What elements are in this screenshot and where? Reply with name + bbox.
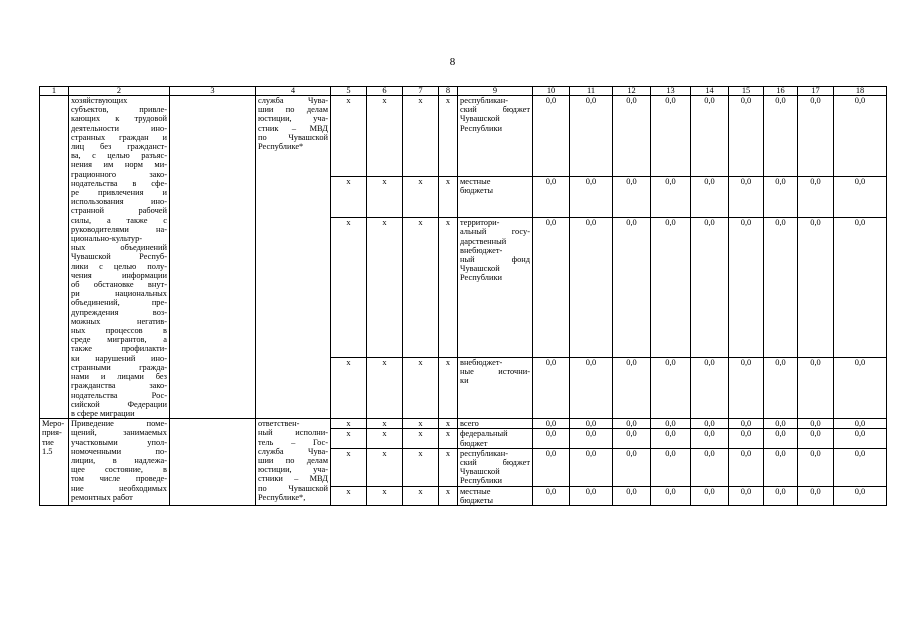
code-cell: x (367, 429, 403, 448)
funding-source: территори- альный госу- дарственный внебюджет- ный фонд Чувашской Республики (458, 218, 533, 358)
page-number: 8 (449, 56, 456, 68)
value-cell: 0,0 (798, 357, 834, 418)
code-cell: x (439, 486, 458, 505)
value-cell: 0,0 (764, 486, 798, 505)
header-col-11: 11 (570, 87, 613, 96)
value-cell: 0,0 (834, 176, 887, 217)
value-cell: 0,0 (729, 357, 764, 418)
code-cell: x (403, 357, 439, 418)
value-cell: 0,0 (729, 429, 764, 448)
value-cell: 0,0 (533, 96, 570, 177)
header-col-8: 8 (439, 87, 458, 96)
value-cell: 0,0 (691, 96, 729, 177)
code-cell: x (403, 176, 439, 217)
value-cell: 0,0 (651, 176, 691, 217)
value-cell: 0,0 (570, 486, 613, 505)
header-col-16: 16 (764, 87, 798, 96)
header-col-15: 15 (729, 87, 764, 96)
value-cell: 0,0 (798, 176, 834, 217)
value-cell: 0,0 (729, 486, 764, 505)
value-cell: 0,0 (613, 419, 651, 429)
value-cell: 0,0 (570, 96, 613, 177)
value-cell: 0,0 (764, 96, 798, 177)
value-cell: 0,0 (570, 218, 613, 358)
code-cell: x (367, 486, 403, 505)
value-cell: 0,0 (613, 218, 651, 358)
value-cell: 0,0 (533, 218, 570, 358)
value-cell: 0,0 (691, 218, 729, 358)
code-cell: x (331, 486, 367, 505)
code-cell: x (331, 96, 367, 177)
value-cell: 0,0 (613, 486, 651, 505)
value-cell: 0,0 (691, 486, 729, 505)
value-cell: 0,0 (533, 176, 570, 217)
value-cell: 0,0 (570, 357, 613, 418)
code-cell: x (439, 96, 458, 177)
header-col-7: 7 (403, 87, 439, 96)
header-col-3: 3 (170, 87, 256, 96)
header-col-9: 9 (458, 87, 533, 96)
header-col-2: 2 (69, 87, 170, 96)
header-col-14: 14 (691, 87, 729, 96)
code-cell: x (403, 96, 439, 177)
code-cell: x (403, 429, 439, 448)
value-cell: 0,0 (613, 176, 651, 217)
code-cell: x (403, 448, 439, 486)
value-cell: 0,0 (834, 357, 887, 418)
value-cell: 0,0 (798, 419, 834, 429)
value-cell: 0,0 (798, 448, 834, 486)
header-col-12: 12 (613, 87, 651, 96)
funding-source: всего (458, 419, 533, 429)
code-cell: x (439, 218, 458, 358)
value-cell: 0,0 (798, 96, 834, 177)
value-cell: 0,0 (691, 357, 729, 418)
value-cell: 0,0 (533, 429, 570, 448)
block1-col3 (170, 96, 256, 419)
value-cell: 0,0 (834, 448, 887, 486)
code-cell: x (403, 419, 439, 429)
value-cell: 0,0 (729, 419, 764, 429)
value-cell: 0,0 (834, 419, 887, 429)
code-cell: x (331, 218, 367, 358)
value-cell: 0,0 (834, 218, 887, 358)
code-cell: x (331, 429, 367, 448)
code-cell: x (331, 419, 367, 429)
funding-source: республикан- ский бюджет Чувашской Республики (458, 448, 533, 486)
value-cell: 0,0 (651, 357, 691, 418)
header-col-5: 5 (331, 87, 367, 96)
value-cell: 0,0 (651, 218, 691, 358)
block1-row (40, 96, 887, 177)
header-row (40, 87, 887, 96)
value-cell: 0,0 (798, 486, 834, 505)
header-col-17: 17 (798, 87, 834, 96)
value-cell: 0,0 (533, 448, 570, 486)
block2-col1: Меро- прия- тие 1.5 (40, 419, 69, 506)
header-col-18: 18 (834, 87, 887, 96)
value-cell: 0,0 (651, 448, 691, 486)
value-cell: 0,0 (651, 419, 691, 429)
value-cell: 0,0 (834, 429, 887, 448)
block2-description: Приведение поме- щений, занимаемых участковыми упол- номоченными по- лиции, в надлежа- щее состояние, в том числе проведе- ние необходимых ремонтных работ (69, 419, 170, 506)
value-cell: 0,0 (613, 357, 651, 418)
code-cell: x (367, 96, 403, 177)
value-cell: 0,0 (570, 429, 613, 448)
value-cell: 0,0 (570, 448, 613, 486)
value-cell: 0,0 (533, 357, 570, 418)
value-cell: 0,0 (729, 96, 764, 177)
value-cell: 0,0 (798, 218, 834, 358)
header-col-13: 13 (651, 87, 691, 96)
value-cell: 0,0 (764, 357, 798, 418)
value-cell: 0,0 (691, 448, 729, 486)
value-cell: 0,0 (533, 419, 570, 429)
header-col-1: 1 (40, 87, 69, 96)
value-cell: 0,0 (729, 448, 764, 486)
block2-executor: ответствен- ный исполни- тель – Гос- служба Чува- шии по делам юстиции, уча- стники – МВД по Чувашской Республике*, (256, 419, 331, 506)
funding-source: внебюджет- ные источни- ки (458, 357, 533, 418)
value-cell: 0,0 (613, 429, 651, 448)
value-cell: 0,0 (570, 176, 613, 217)
value-cell: 0,0 (729, 176, 764, 217)
program-table (39, 86, 887, 506)
code-cell: x (331, 448, 367, 486)
value-cell: 0,0 (764, 176, 798, 217)
value-cell: 0,0 (651, 429, 691, 448)
block1-description: хозяйствующих субъектов, привле- кающих к трудовой деятельности ино- странных граждан и лиц без гражданст- ва, с целью разъяс- нения им норм ми- грационного зако- нодательства в сфе- ре привлечения и использования ино- странной рабочей силы, а также с руководителями на- ционально-культур- ных объединений Чувашской Респуб- лики с целью полу- чения информации об обстановке внут- ри национальных объединений, пре- дупреждения воз- можных негатив- ных процессов в среде мигрантов, а также профилакти- ки нарушений ино- странными гражда- нами и лицами без гражданства зако- нодательства Рос- сийской Федерации в сфере миграции (69, 96, 170, 419)
code-cell: x (367, 419, 403, 429)
value-cell: 0,0 (613, 448, 651, 486)
value-cell: 0,0 (570, 419, 613, 429)
code-cell: x (367, 357, 403, 418)
value-cell: 0,0 (764, 448, 798, 486)
value-cell: 0,0 (691, 176, 729, 217)
value-cell: 0,0 (651, 486, 691, 505)
value-cell: 0,0 (533, 486, 570, 505)
header-col-10: 10 (533, 87, 570, 96)
value-cell: 0,0 (798, 429, 834, 448)
value-cell: 0,0 (651, 96, 691, 177)
header-col-4: 4 (256, 87, 331, 96)
block1-col1 (40, 96, 69, 419)
funding-source: местные бюджеты (458, 176, 533, 217)
value-cell: 0,0 (613, 96, 651, 177)
code-cell: x (439, 419, 458, 429)
code-cell: x (439, 429, 458, 448)
code-cell: x (439, 357, 458, 418)
block2-row (40, 419, 887, 429)
header-col-6: 6 (367, 87, 403, 96)
value-cell: 0,0 (764, 218, 798, 358)
code-cell: x (403, 486, 439, 505)
value-cell: 0,0 (834, 486, 887, 505)
code-cell: x (367, 218, 403, 358)
code-cell: x (331, 357, 367, 418)
value-cell: 0,0 (764, 419, 798, 429)
value-cell: 0,0 (691, 419, 729, 429)
code-cell: x (439, 448, 458, 486)
code-cell: x (439, 176, 458, 217)
code-cell: x (367, 176, 403, 217)
funding-source: республикан- ский бюджет Чувашской Республики (458, 96, 533, 177)
code-cell: x (403, 218, 439, 358)
value-cell: 0,0 (691, 429, 729, 448)
block1-executor: служба Чува- шии по делам юстиции, уча- стник – МВД по Чувашской Республике* (256, 96, 331, 419)
code-cell: x (331, 176, 367, 217)
value-cell: 0,0 (834, 96, 887, 177)
code-cell: x (367, 448, 403, 486)
value-cell: 0,0 (729, 218, 764, 358)
value-cell: 0,0 (764, 429, 798, 448)
block2-col3 (170, 419, 256, 506)
funding-source: федеральный бюджет (458, 429, 533, 448)
funding-source: местные бюджеты (458, 486, 533, 505)
